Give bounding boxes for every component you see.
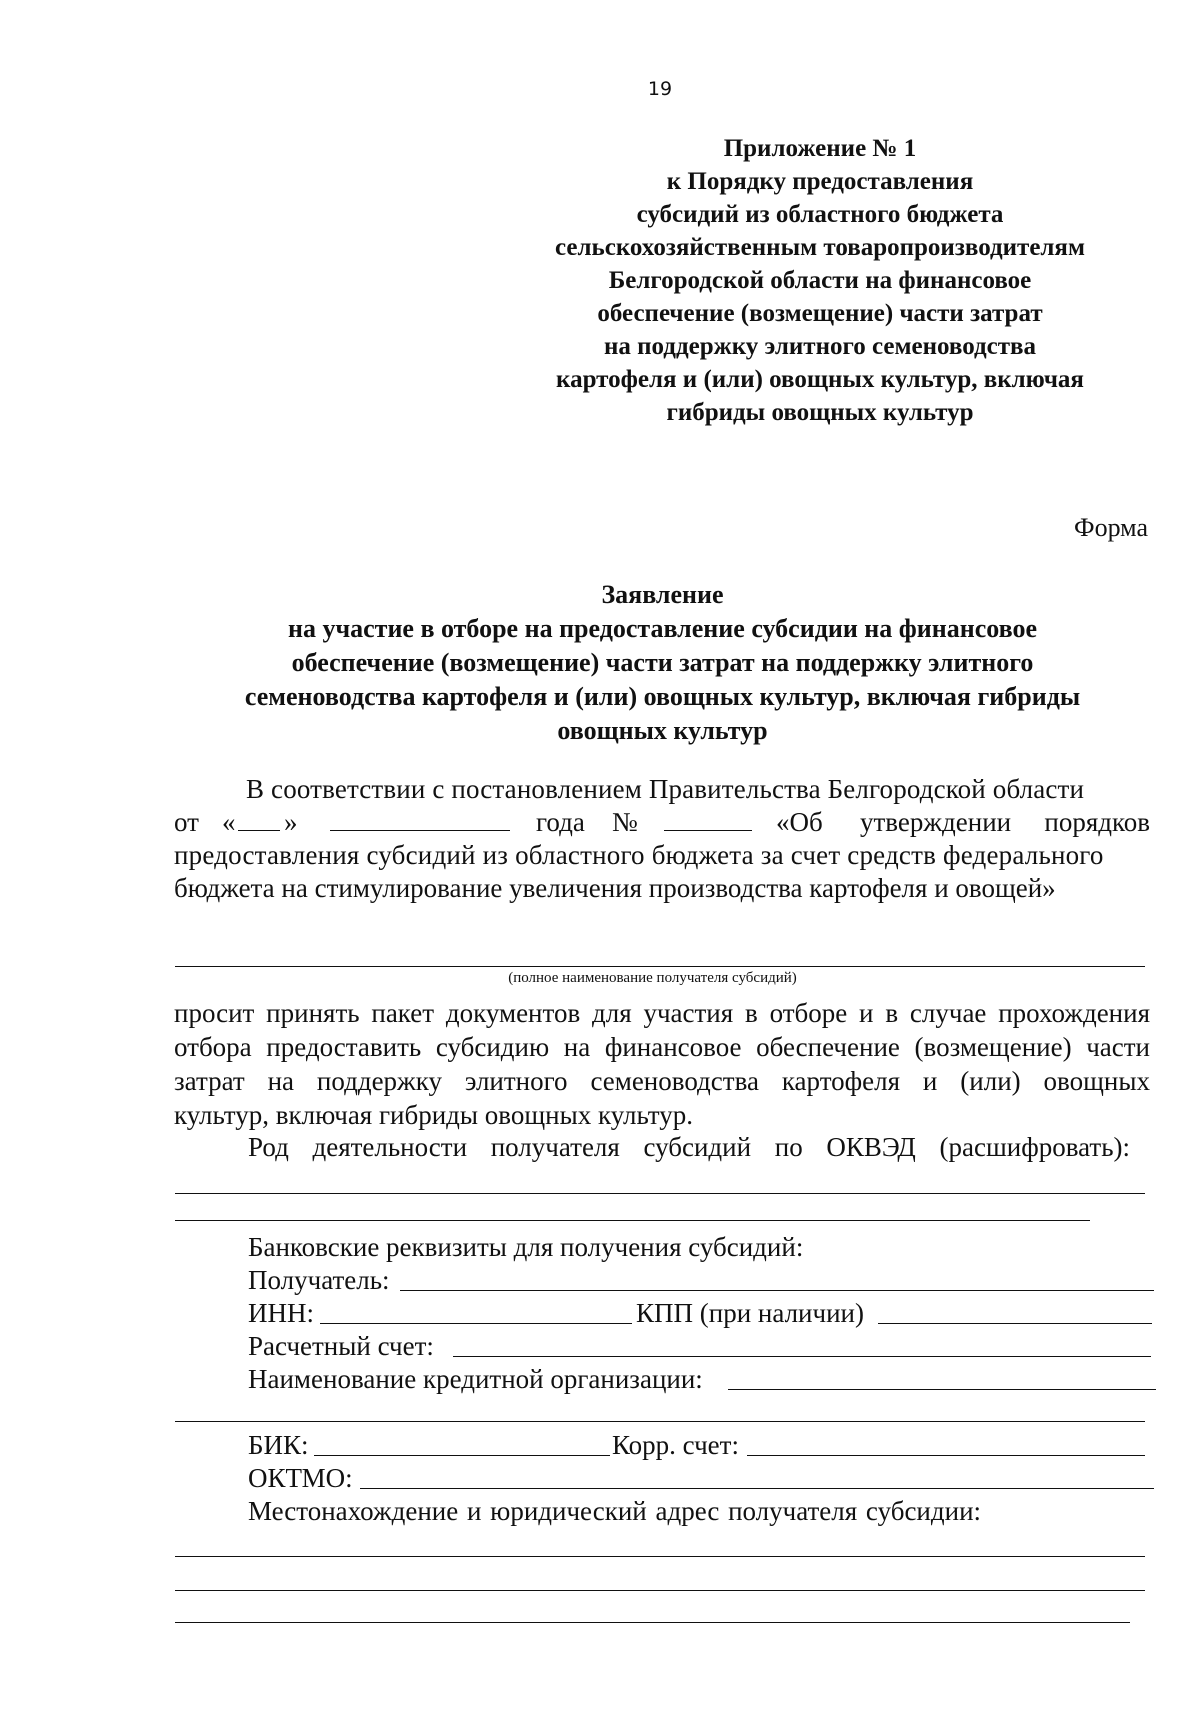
recipient-name-line[interactable] [175, 966, 1145, 967]
appendix-line: субсидий из областного бюджета [636, 201, 1004, 228]
title-line: обеспечение (возмещение) части затрат на поддержку элитного [291, 648, 1034, 677]
close-quote: » [284, 807, 298, 837]
appendix-line: картофеля и (или) овощных культур, включая [556, 366, 1084, 393]
request-paragraph [174, 996, 1150, 1132]
appendix-header [520, 132, 1120, 429]
appendix-line: сельскохозяйственным товаропроизводителям [554, 234, 1085, 261]
recipient-caption: (полное наименование получателя субсидий) [508, 970, 797, 986]
address-line-1[interactable] [175, 1556, 1145, 1557]
activity-line-2[interactable] [175, 1220, 1090, 1221]
title-line: Заявление [601, 580, 724, 609]
page-number: 19 [647, 78, 673, 100]
inn-input-line[interactable] [320, 1323, 632, 1324]
oktmo-label: ОКТМО: [248, 1463, 353, 1493]
intro-line-1 [246, 772, 1150, 806]
address-line-3[interactable] [175, 1622, 1130, 1623]
recipient-input-line[interactable] [400, 1290, 1154, 1291]
decree-number-blank[interactable] [664, 810, 752, 831]
address-line-2[interactable] [175, 1590, 1145, 1591]
day-blank[interactable] [238, 810, 280, 831]
month-blank[interactable] [330, 810, 510, 831]
bank-name-continuation-line[interactable] [175, 1421, 1145, 1422]
title-line: овощных культур [557, 716, 768, 745]
oktmo-input-line[interactable] [360, 1488, 1154, 1489]
about-word: «Об [776, 807, 823, 837]
corr-account-label: Корр. счет: [612, 1430, 739, 1460]
corr-account-input-line[interactable] [747, 1455, 1145, 1456]
bank-heading: Банковские реквизиты для получения субсидий: [248, 1232, 804, 1262]
approve-word: утверждении [860, 807, 1012, 837]
appendix-line: к Порядку предоставления [666, 168, 974, 195]
address-label: Местонахождение и юридический адрес получателя субсидии: [248, 1496, 982, 1526]
activity-label: Род деятельности получателя субсидий по ОКВЭД (расшифровать): [248, 1132, 1130, 1162]
open-quote: « [222, 807, 236, 837]
request-line: отбора предоставить субсидию на финансовое обеспечение (возмещение) части [174, 1032, 1150, 1062]
activity-line-1[interactable] [175, 1193, 1145, 1194]
intro-text: предоставления субсидий из областного бюджета за счет средств федерального [174, 840, 1104, 870]
appendix-line: Белгородской области на финансовое [608, 267, 1032, 294]
orders-word: порядков [1044, 807, 1150, 837]
recipient-label: Получатель: [248, 1265, 390, 1295]
intro-text: В соответствии с постановлением Правительства Белгородской области [246, 774, 1085, 804]
from-label: от [174, 807, 199, 837]
title-line: семеноводства картофеля и (или) овощных культур, включая гибриды [244, 682, 1081, 711]
bik-input-line[interactable] [314, 1455, 610, 1456]
kpp-input-line[interactable] [878, 1323, 1152, 1324]
request-line: просит принять пакет документов для участия в отборе и в случае прохождения [174, 998, 1150, 1028]
request-line: затрат на поддержку элитного семеноводства картофеля и (или) овощных [174, 1066, 1150, 1096]
account-label: Расчетный счет: [248, 1331, 434, 1361]
form-label: Форма [1074, 513, 1148, 542]
intro-line-3 [174, 838, 1150, 872]
intro-line-4: бюджета на стимулирование увеличения производства картофеля и овощей» [174, 873, 1056, 903]
title-line: на участие в отборе на предоставление субсидии на финансовое [287, 614, 1038, 643]
appendix-line: на поддержку элитного семеноводства [603, 333, 1037, 360]
intro-line-2 [174, 805, 1150, 839]
appendix-line: гибриды овощных культур [666, 399, 974, 426]
year-label: года [536, 807, 585, 837]
bank-name-input-line[interactable] [728, 1389, 1156, 1390]
bik-label: БИК: [248, 1430, 309, 1460]
inn-label: ИНН: [248, 1298, 314, 1328]
document-title [150, 578, 1175, 748]
kpp-label: КПП (при наличии) [636, 1298, 864, 1328]
appendix-line: обеспечение (возмещение) части затрат [597, 300, 1043, 327]
appendix-line: Приложение № 1 [723, 135, 917, 162]
number-sign: № [612, 807, 638, 837]
request-line: культур, включая гибриды овощных культур. [174, 1100, 693, 1130]
account-input-line[interactable] [453, 1356, 1151, 1357]
bank-name-label: Наименование кредитной организации: [248, 1364, 703, 1394]
